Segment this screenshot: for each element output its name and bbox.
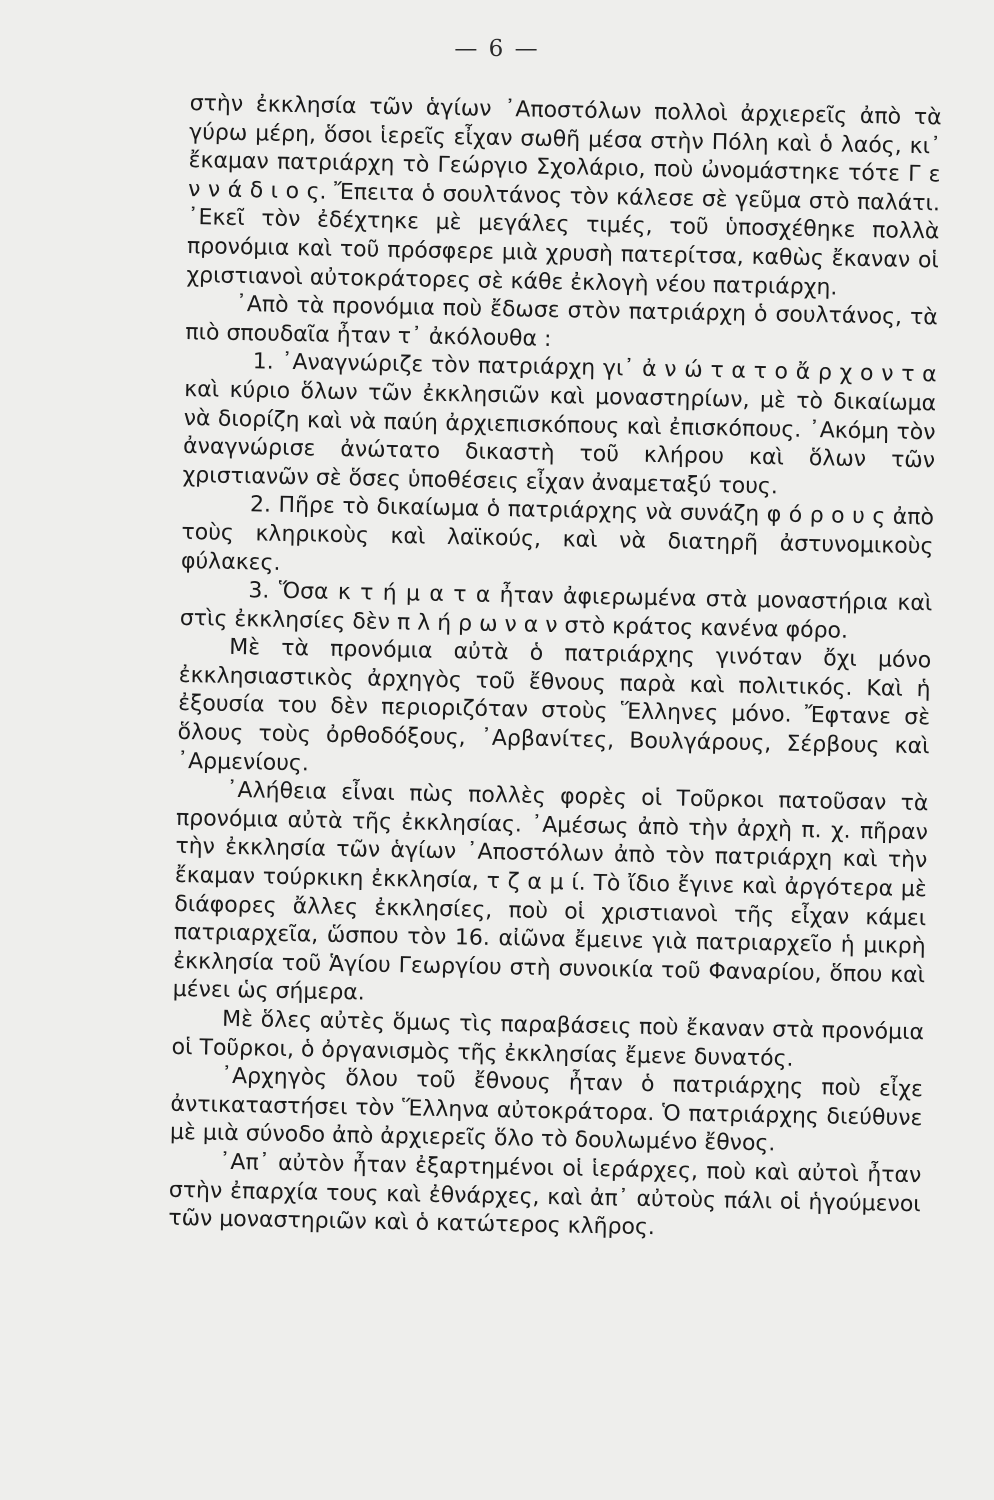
page-number: — 6 —	[454, 36, 540, 62]
paragraph-church-strong: Μὲ ὅλες αὐτὲς ὅμως τὶς παραβάσεις ποὺ ἔκαναν στὰ προνόμια οἱ Τοῦρκοι, ὁ ὀργανισμὸς τῆς ἐκκλησίας ἔμενε δυνατός.	[171, 1006, 925, 1072]
paragraph-privileges-intro: ᾿Απὸ τὰ προνόμια ποὺ ἔδωσε στὸν πατριάρχη ὁ σουλτάνος, τὰ πιὸ σπουδαῖα ἦταν τ᾿ ἀκόλουθα :	[185, 292, 938, 352]
body-text	[168, 90, 942, 1248]
paragraph-patriarch-role: Μὲ τὰ προνόμια αὐτὰ ὁ πατριάρχης γινόταν ὄχι μόνο ἐκκλησιαστικὸς ἀρχηγὸς τοῦ ἔθνους παρὰ καὶ πολιτικός. Καὶ ἡ ἐξουσία του δὲν περιοριζόταν στοὺς Ἕλληνες μόνο. Ἔφτανε σὲ ὅλους τοὺς ὀρθοδόξους, ᾿Αρβανίτες, Βουλγάρους, Σέρβους καὶ ᾿Αρμενίους.	[176, 635, 932, 777]
paragraph-nation-leader: ᾿Αρχηγὸς ὅλου τοῦ ἔθνους ἦταν ὁ πατριάρχης ποὺ εἶχε ἀντικαταστήσει τὸν Ἕλληνα αὐτοκράτορα. Ὁ πατριάρχης διεύθυνε μὲ μιὰ σύνοδο ἀπὸ ἀρχιερεῖς ὅλο τὸ δουλωμένο ἔθνος.	[169, 1063, 924, 1157]
paragraph-hierarchy: ᾿Απ᾿ αὐτὸν ἦταν ἐξαρτημένοι οἱ ἱεράρχες, ποὺ καὶ αὐτοὶ ἦταν στὴν ἐπαρχία τους καὶ ἐθνάρχες, καὶ ἀπ᾿ αὐτοὺς πάλι οἱ ἡγούμενοι τῶν μοναστηριῶν καὶ ὁ κατώτερος κλῆρος.	[168, 1149, 922, 1241]
paragraph-continuation: στὴν ἐκκλησία τῶν ἁγίων ᾿Αποστόλων πολλοὶ ἀρχιερεῖς ἀπὸ τὰ γύρω μέρη, ὅσοι ἱερεῖς εἶχαν σωθῆ μέσα στὴν Πόλη καὶ ὁ λαός, κι᾿ ἔκαμαν πατριάρχη τὸ Γεώργιο Σχολάριο, ποὺ ὠνομάστηκε τότε Γ ε ν ν ά δ ι ο ς. Ἔπειτα ὁ σουλτάνος τὸν κάλεσε σὲ γεῦμα στὸ παλάτι. ᾿Εκεῖ τὸν ἐδέχτηκε μὲ μεγάλες τιμές, τοῦ ὑποσχέθηκε πολλὰ προνόμια καὶ τοῦ πρόσφερε μιὰ χρυσὴ πατερίτσα, καθὼς ἔκαναν οἱ χριστιανοὶ αὐτοκράτορες σὲ κάθε ἐκλογὴ νέου πατριάρχη.	[186, 90, 942, 301]
paragraph-violations: ᾿Αλήθεια εἶναι πὼς πολλὲς φορὲς οἱ Τοῦρκοι πατοῦσαν τὰ προνόμια αὐτὰ τῆς ἐκκλησίας. ᾿Αμέσως ἀπὸ τὴν ἀρχὴ π. χ. πῆραν τὴν ἐκκλησία τῶν ἁγίων ᾿Αποστόλων ἀπὸ τὸν πατριάρχη καὶ τὴν ἔκαμαν τούρκικη ἐκκλησία, τ ζ α μ ί. Τὸ ἴδιο ἔγινε καὶ ἀργότερα μὲ διάφορες ἄλλες ἐκκλησίες, ποὺ οἱ χριστιανοὶ τῆς εἶχαν κάμει πατριαρχεῖα, ὥσπου τὸν 16. αἰῶνα ἔμεινε γιὰ πατριαρχεῖο ἡ μικρὴ ἐκκλησία τοῦ Ἁγίου Γεωργίου στὴ συνοικία τοῦ Φαναρίου, ὅπου καὶ μένει ὡς σήμερα.	[172, 778, 929, 1006]
list-item-3: 3. Ὅσα κ τ ή μ α τ α ἦταν ἀφιερωμένα στὰ μοναστήρια καὶ στὶς ἐκκλησίες δὲν π λ ή ρ ω ν α ν στὸ κράτος κανένα φόρο.	[179, 578, 933, 644]
list-item-2: 2. Πῆρε τὸ δικαίωμα ὁ πατριάρχης νὰ συνάζη φ ό ρ ο υ ς ἀπὸ τοὺς κληρικοὺς καὶ λαϊκούς, καὶ νὰ διατηρῆ ἀστυνομικοὺς φύλακες.	[180, 492, 935, 576]
list-item-1: 1. ᾿Αναγνώριζε τὸν πατριάρχη γι᾿ ἀ ν ώ τ α τ ο ἄ ρ χ ο ν τ α καὶ κύριο ὅλων τῶν ἐκκλησιῶν καὶ μοναστηρίων, μὲ τὸ δικαίωμα νὰ διορίζη καὶ νὰ παύη ἀρχιεπισκόπους καὶ ἐπισκόπους. ᾿Ακόμη τὸν ἀναγνώρισε ἀνώτατο δικαστὴ τοῦ κλήρου καὶ ὅλων τῶν χριστιανῶν σὲ ὅσες ὑποθέσεις εἶχαν ἀναμεταξύ τους.	[182, 349, 937, 500]
